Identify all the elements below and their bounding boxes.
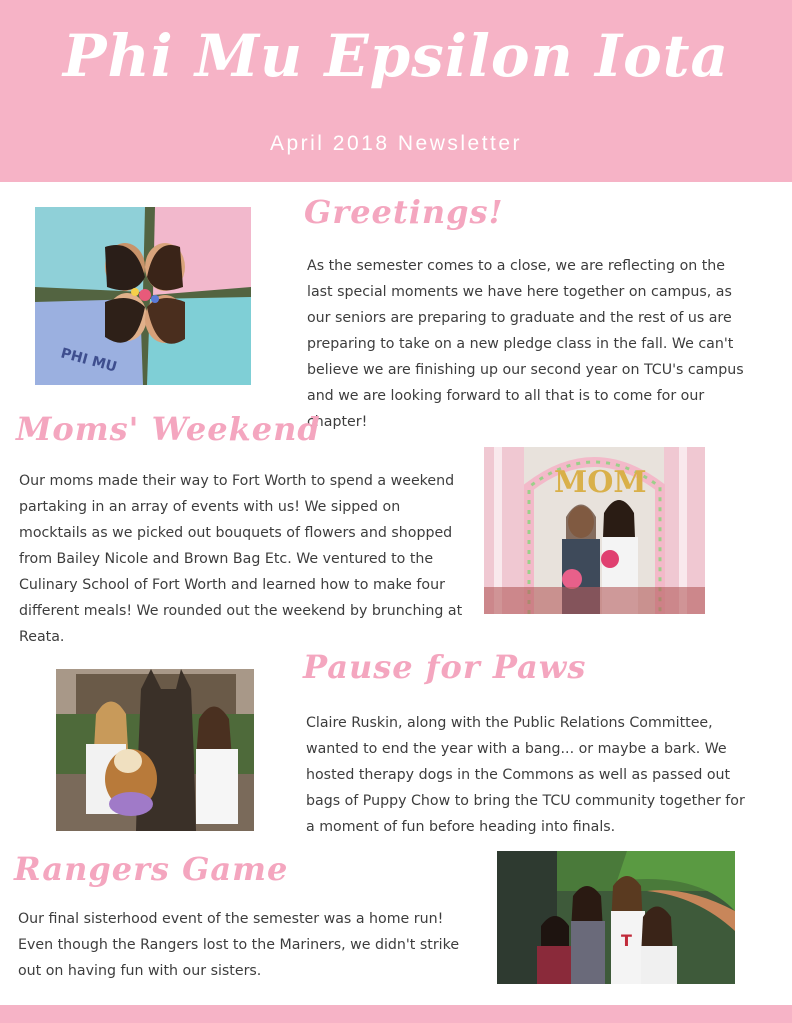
rangers-game-photo bbox=[497, 851, 735, 984]
svg-text:T: T bbox=[621, 931, 632, 950]
newsletter-header bbox=[0, 0, 792, 182]
moms-weekend-heading: Moms' Weekend bbox=[16, 410, 321, 448]
newsletter-title: Phi Mu Epsilon Iota bbox=[62, 22, 730, 90]
pause-for-paws-photo bbox=[56, 669, 254, 831]
rangers-game-text: Our final sisterhood event of the semester was a home run! Even though the Rangers lost to the Mariners, we didn't strike out on having fun with our sisters. bbox=[18, 911, 460, 979]
footer-bar bbox=[0, 1005, 792, 1023]
greetings-text: As the semester comes to a close, we are reflecting on the last special moments we have here together on campus, as our seniors are preparing to graduate and the rest of us are preparing to take on a new pledge class in the fall. We can't believe we are finishing up our second year on TCU's campus and we are looking forward to all that is to come for our chapter! bbox=[307, 258, 744, 430]
greetings-heading: Greetings! bbox=[304, 193, 504, 231]
greetings-photo bbox=[35, 207, 251, 385]
newsletter-subtitle: April 2018 Newsletter bbox=[269, 132, 523, 155]
mom-balloon-text: MOM bbox=[554, 465, 647, 500]
pause-for-paws-text: Claire Ruskin, along with the Public Relations Committee, wanted to end the year with a bang... or maybe a bark. We hosted therapy dogs in the Commons as well as passed out bags of Puppy Chow to bring the TCU community together for a moment of fun before heading into finals. bbox=[306, 715, 745, 835]
rangers-game-heading: Rangers Game bbox=[14, 850, 289, 888]
moms-weekend-photo bbox=[484, 447, 705, 614]
pause-for-paws-heading: Pause for Paws bbox=[303, 648, 587, 686]
moms-weekend-text: Our moms made their way to Fort Worth to spend a weekend partaking in an array of events with us! We sipped on mocktails as we picked out bouquets of flowers and shopped from Bailey Nicole and Brown Bag Etc. We ventured to the Culinary School of Fort Worth and learned how to make four different meals! We rounded out the weekend by brunching at Reata. bbox=[19, 473, 463, 645]
shirt-text: PHI MU bbox=[58, 345, 119, 376]
